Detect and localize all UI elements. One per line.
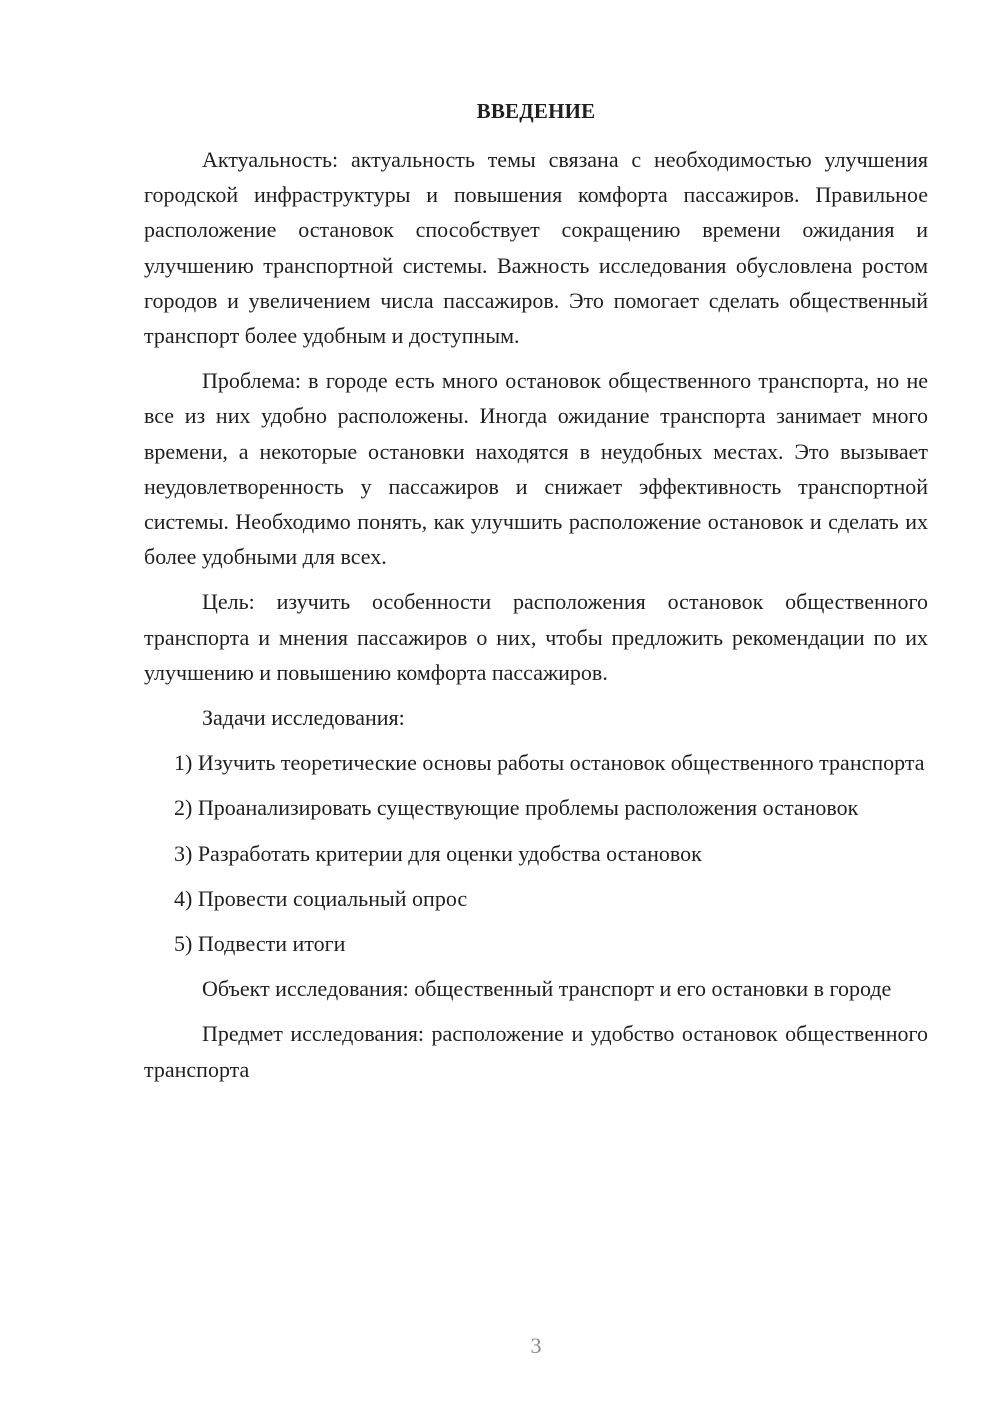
task-item-4: 4) Провести социальный опрос [174, 885, 468, 911]
subject-paragraph: Предмет исследования: расположение и удобство остановок общественного транспорта [144, 1021, 928, 1082]
section-title: ВВЕДЕНИЕ [476, 99, 596, 123]
tasks-heading: Задачи исследования: [202, 705, 405, 731]
task-item-2: 2) Проанализировать существующие проблемы расположения остановок [174, 795, 859, 821]
task-item-1: 1) Изучить теоретические основы работы остановок общественного транспорта [174, 750, 925, 776]
page-number: 3 [530, 1333, 542, 1358]
object-paragraph: Объект исследования: общественный транспорт и его остановки в городе [202, 976, 892, 1002]
goal-paragraph: Цель: изучить особенности расположения остановок общественного транспорта и мнения пассажиров о них, чтобы предложить рекомендации по их улучшению и повышению комфорта пассажиров. [144, 589, 928, 685]
problem-paragraph: Проблема: в городе есть много остановок общественного транспорта, но не все из них удобно расположены. Иногда ожидание транспорта занимает много времени, а некоторые остановки находятся в неудобных местах. Это вызывает неудовлетворенность у пассажиров и снижает эффективность транспортной системы. Необходимо понять, как улучшить расположение остановок и сделать их более удобными для всех. [144, 368, 928, 570]
task-item-5: 5) Подвести итоги [174, 931, 346, 957]
relevance-paragraph: Актуальность: актуальность темы связана с необходимостью улучшения городской инфраструктуры и повышения комфорта пассажиров. Правильное расположение остановок способствует сокращению времени ожидания и улучшению транспортной системы. Важность исследования обусловлена ростом городов и увеличением числа пассажиров. Это помогает сделать общественный транспорт более удобным и доступным. [144, 147, 928, 349]
document-page [144, 94, 928, 1097]
task-item-3: 3) Разработать критерии для оценки удобства остановок [174, 840, 702, 866]
